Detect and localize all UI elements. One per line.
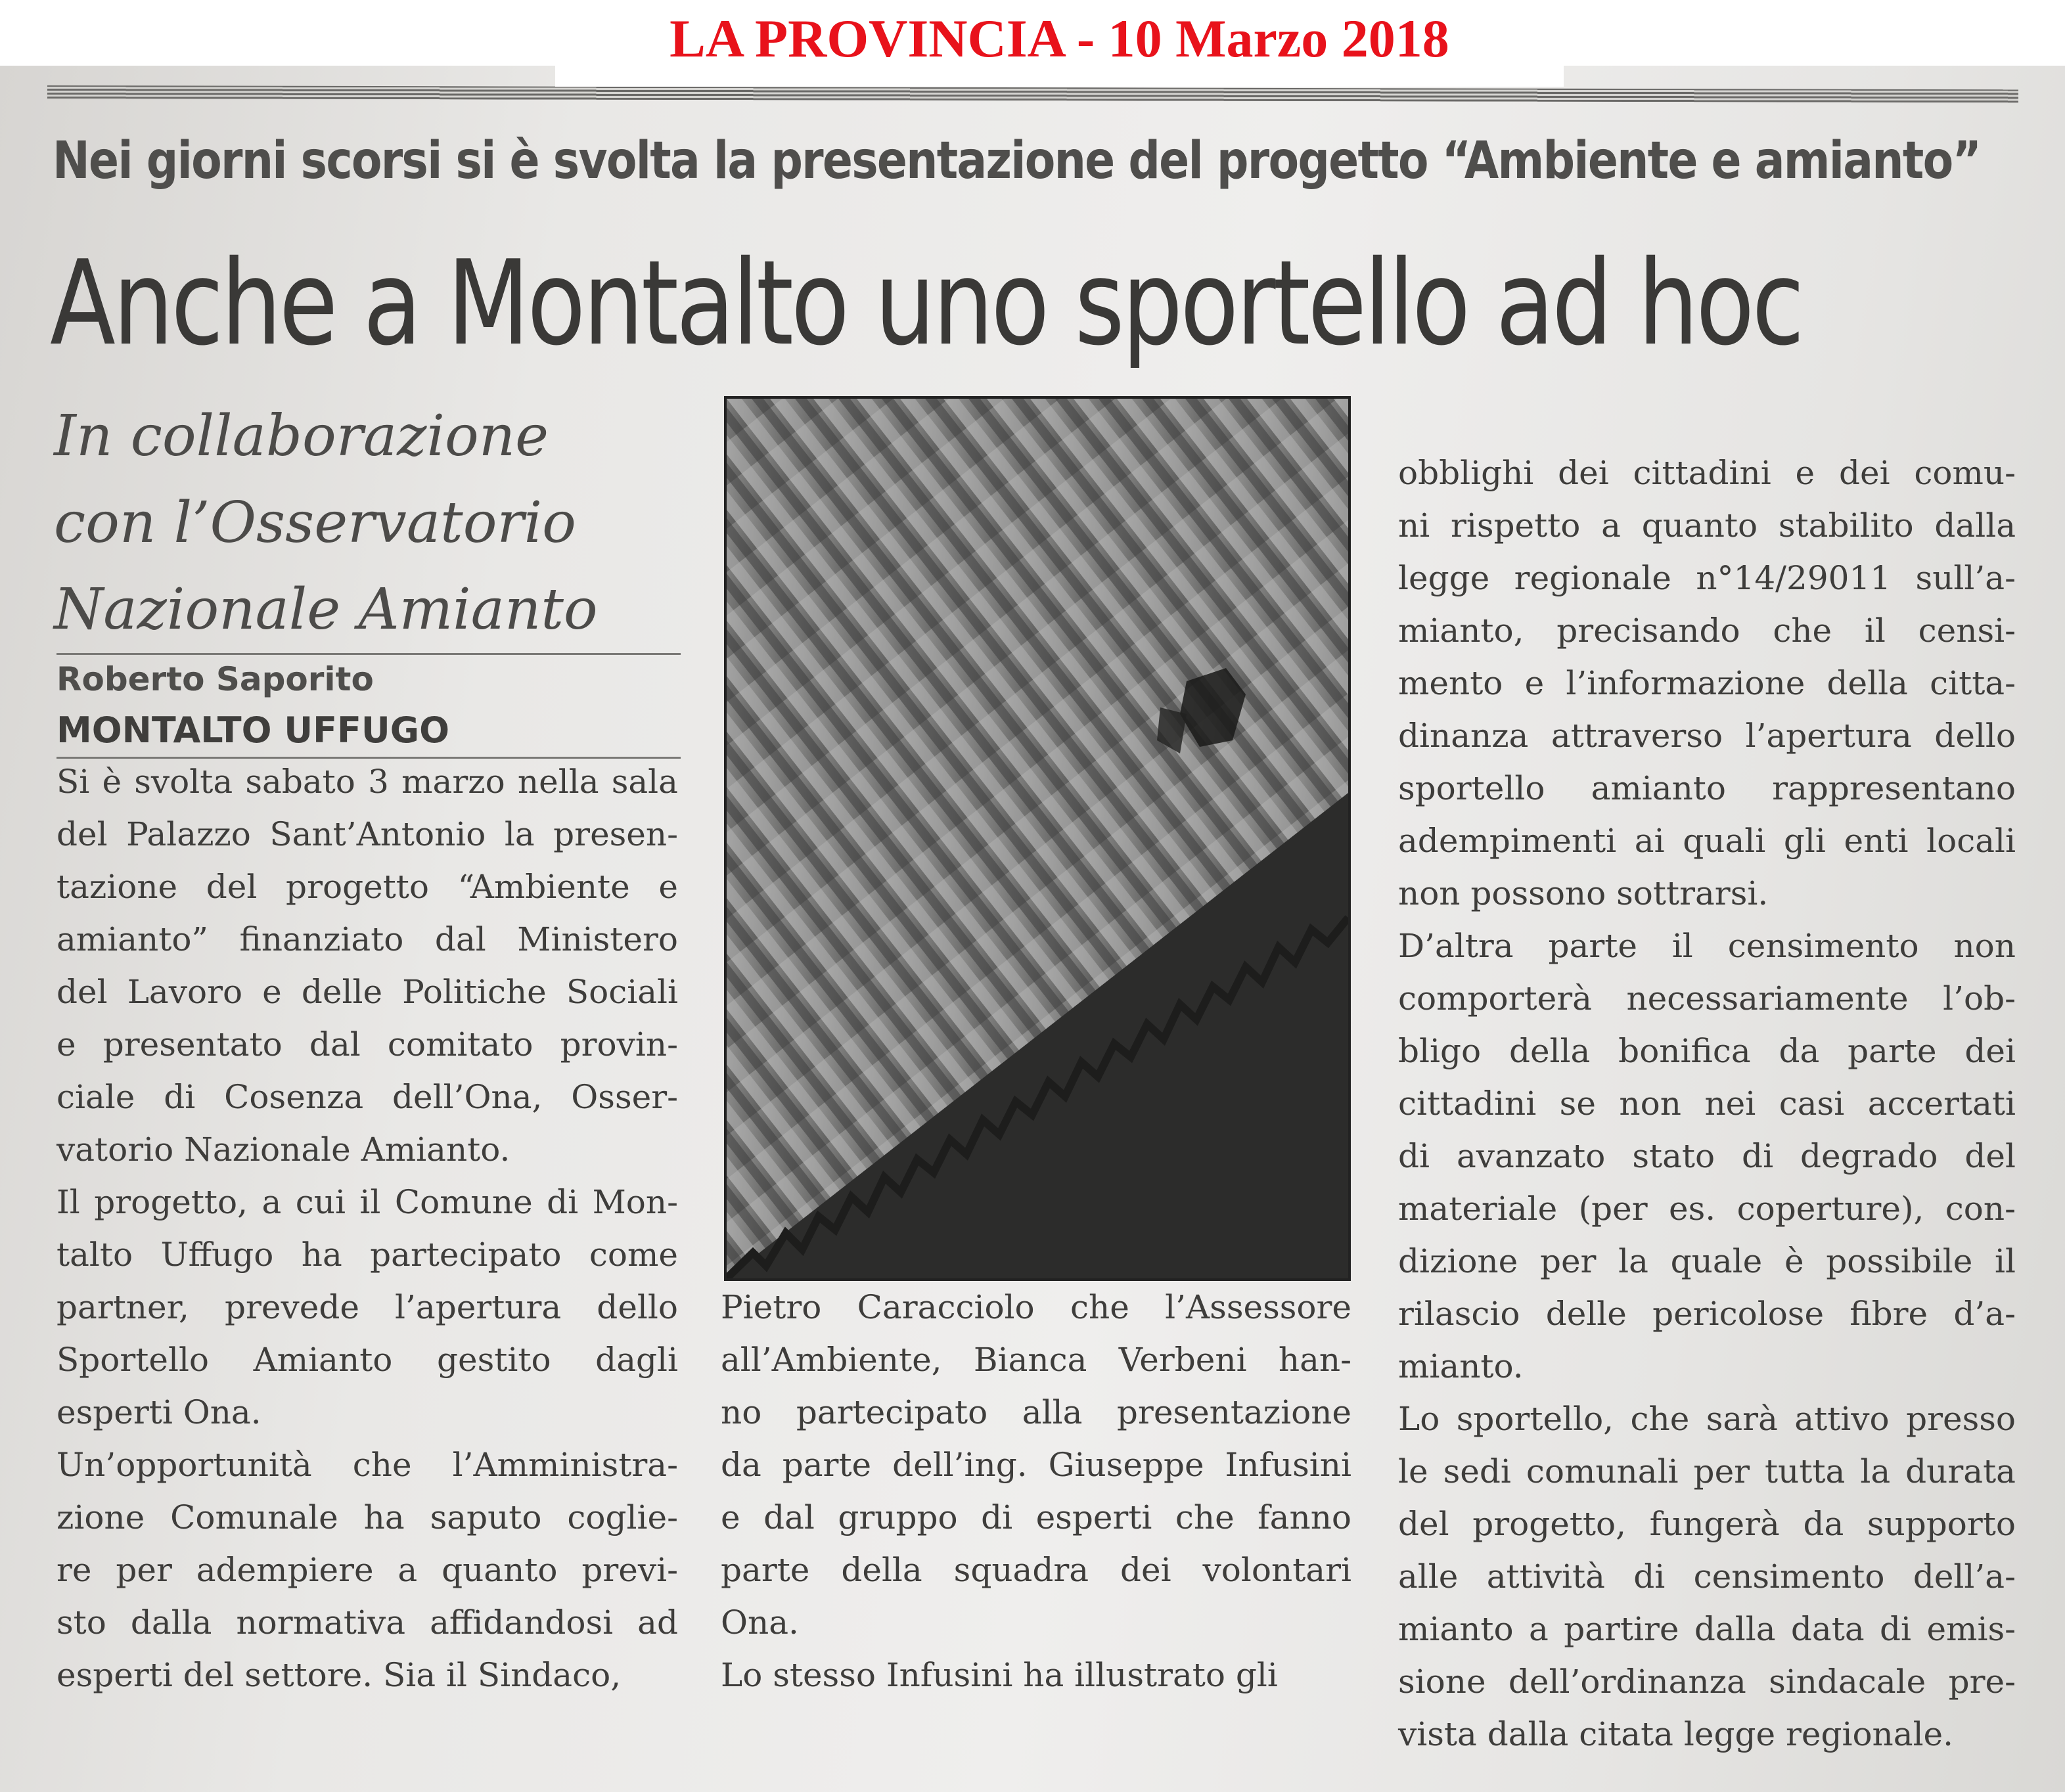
- text-line: Sportello Amianto gestito dagli: [57, 1341, 678, 1379]
- text-line: amianto” finanziato dal Ministero: [57, 920, 678, 958]
- article-photo-asbestos-roof: [724, 396, 1351, 1281]
- text-line: vatorio Nazionale Amianto.: [57, 1131, 511, 1169]
- text-line: da parte dell’ing. Giuseppe Infusini: [721, 1446, 1351, 1484]
- text-line: e dal gruppo di esperti che fanno: [721, 1498, 1351, 1536]
- text-line: Si è svolta sabato 3 marzo nella sala: [57, 763, 678, 801]
- text-line: Lo stesso Infusini ha illustrato gli: [721, 1656, 1278, 1694]
- article-subhead: [54, 393, 711, 653]
- article-kicker: Nei giorni scorsi si è svolta la presentazione del progetto “Ambiente e amianto”: [53, 131, 1981, 190]
- corrugated-roof-illustration: [727, 399, 1348, 1278]
- article-headline: Anche a Montalto uno sportello ad hoc: [50, 235, 1802, 371]
- text-line: sione dell’ordinanza sindacale pre-: [1398, 1663, 2016, 1701]
- text-line: rilascio delle pericolose fibre d’a-: [1398, 1295, 2016, 1333]
- text-line: mento e l’informazione della citta-: [1398, 664, 2016, 702]
- text-line: zione Comunale ha saputo coglie-: [57, 1498, 678, 1536]
- text-line: ciale di Cosenza dell’Ona, Osser-: [57, 1078, 678, 1116]
- text-line: materiale (per es. coperture), con-: [1398, 1190, 2016, 1228]
- byline-author: Roberto Saporito: [57, 660, 374, 698]
- text-line: esperti Ona.: [57, 1393, 261, 1431]
- text-line: del Palazzo Sant’Antonio la presen-: [57, 815, 678, 853]
- text-line: sportello amianto rappresentano: [1398, 769, 2016, 807]
- text-line: sto dalla normativa affidandosi ad: [57, 1603, 678, 1642]
- text-line: mianto.: [1398, 1347, 1524, 1385]
- text-line: Il progetto, a cui il Comune di Mon-: [57, 1183, 678, 1221]
- text-line: tazione del progetto “Ambiente e: [57, 868, 678, 906]
- text-line: dinanza attraverso l’apertura dello: [1398, 717, 2016, 755]
- article-column-1: [57, 755, 678, 1701]
- text-line: parte della squadra dei volontari: [721, 1551, 1351, 1589]
- text-line: Lo sportello, che sarà attivo presso: [1398, 1400, 2016, 1438]
- text-line: dizione per la quale è possibile il: [1398, 1242, 2016, 1280]
- text-line: all’Ambiente, Bianca Verbeni han-: [721, 1341, 1351, 1379]
- text-line: cittadini se non nei casi accertati: [1398, 1085, 2016, 1123]
- text-line: alle attività di censimento dell’a-: [1398, 1557, 2016, 1596]
- text-line: Ona.: [721, 1603, 799, 1642]
- text-line: ni rispetto a quanto stabilito dalla: [1398, 506, 2016, 545]
- dateline-place: MONTALTO UFFUGO: [57, 709, 449, 751]
- top-rule-divider: [47, 85, 2018, 102]
- text-line: di avanzato stato di degrado del: [1398, 1137, 2016, 1175]
- text-line: adempimenti ai quali gli enti locali: [1398, 822, 2016, 860]
- text-line: talto Uffugo ha partecipato come: [57, 1236, 678, 1274]
- text-line: mianto, precisando che il censi-: [1398, 612, 2016, 650]
- text-line: legge regionale n°14/29011 sull’a-: [1398, 559, 2016, 597]
- subhead-line: con l’Osservatorio: [54, 490, 576, 556]
- text-line: comporterà necessariamente l’ob-: [1398, 979, 2016, 1018]
- text-line: mianto a partire dalla data di emis-: [1398, 1610, 2016, 1648]
- text-line: Un’opportunità che l’Amministra-: [57, 1446, 678, 1484]
- masthead-source-date: LA PROVINCIA - 10 Marzo 2018: [555, 0, 1564, 87]
- text-line: del progetto, fungerà da supporto: [1398, 1505, 2016, 1543]
- text-line: e presentato dal comitato provin-: [57, 1025, 678, 1064]
- text-line: D’altra parte il censimento non: [1398, 927, 2016, 965]
- text-line: non possono sottrarsi.: [1398, 874, 1769, 912]
- text-line: no partecipato alla presentazione: [721, 1393, 1351, 1431]
- subhead-line: In collaborazione: [54, 403, 549, 469]
- text-line: vista dalla citata legge regionale.: [1398, 1715, 1954, 1753]
- text-line: re per adempiere a quanto previ-: [57, 1551, 678, 1589]
- article-column-3: [1398, 447, 2016, 1760]
- text-line: Pietro Caracciolo che l’Assessore: [721, 1288, 1351, 1326]
- text-line: bligo della bonifica da parte dei: [1398, 1032, 2016, 1070]
- text-line: le sedi comunali per tutta la durata: [1398, 1452, 2016, 1490]
- text-line: esperti del settore. Sia il Sindaco,: [57, 1656, 622, 1694]
- text-line: obblighi dei cittadini e dei comu-: [1398, 454, 2016, 492]
- photo-caption-column: [721, 1281, 1351, 1701]
- byline-rule-top: [57, 653, 681, 655]
- subhead-line: Nazionale Amianto: [54, 577, 598, 642]
- text-line: partner, prevede l’apertura dello: [57, 1288, 678, 1326]
- text-line: del Lavoro e delle Politiche Sociali: [57, 973, 678, 1011]
- newspaper-clipping: [0, 66, 2065, 1792]
